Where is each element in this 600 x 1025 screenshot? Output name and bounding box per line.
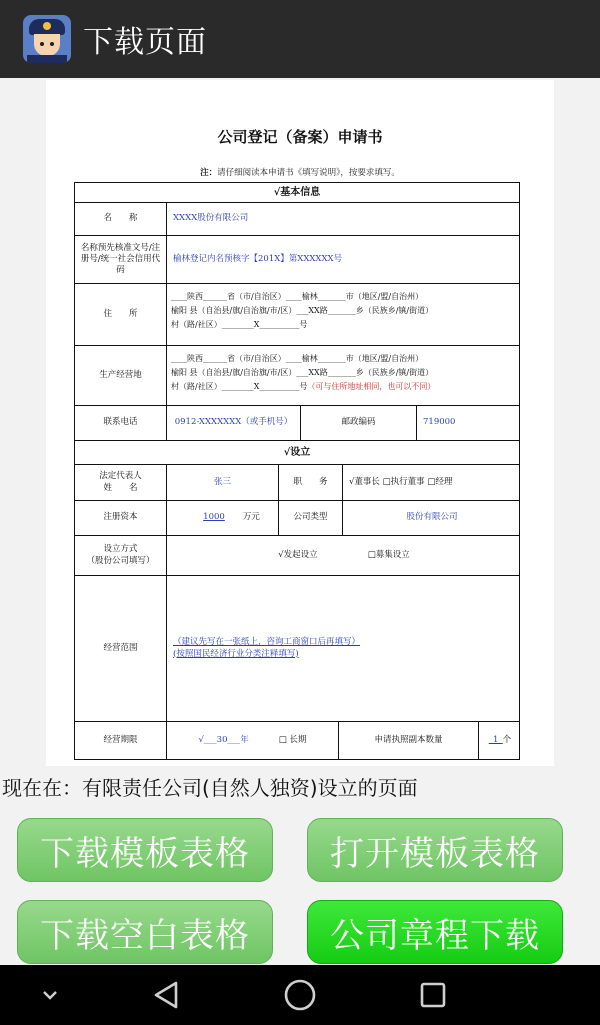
phone-label: 联系电话: [75, 406, 167, 440]
section-basic-row: [75, 183, 519, 203]
download-template-button[interactable]: 下载模板表格: [17, 818, 273, 882]
section-setup-header: √设立: [283, 447, 311, 458]
section-setup-row: [75, 441, 519, 465]
business-address-label: 生产经营地: [75, 346, 167, 405]
postal-value: 719000: [423, 417, 456, 428]
term-label: 经营期限: [75, 722, 167, 759]
capital-row: [75, 501, 519, 536]
copies-value: _1_: [488, 734, 503, 745]
home-circle-icon[interactable]: [280, 977, 320, 1013]
term-value-cell: [167, 722, 339, 759]
address-row: [75, 284, 519, 346]
term-long: □ 长期: [278, 734, 307, 745]
business-address-value: [167, 346, 521, 405]
name-row: [75, 203, 519, 236]
position-label: 职 务: [279, 465, 343, 500]
application-form: [74, 182, 520, 760]
recents-square-icon[interactable]: [413, 977, 453, 1013]
open-template-button[interactable]: 打开模板表格: [307, 818, 563, 882]
phone-value: 0912-XXXXXXX（或手机号）: [167, 406, 301, 440]
status-text: 现在在：有限责任公司(自然人独资)设立的页面: [2, 776, 418, 800]
capital-value: 1000: [203, 512, 225, 523]
app-bar: [0, 0, 600, 78]
company-type-label: 公司类型: [279, 501, 343, 535]
phone-row: [75, 406, 519, 441]
back-triangle-icon[interactable]: [146, 977, 186, 1013]
police-avatar-icon: [23, 15, 71, 63]
name-label: 名 称: [75, 203, 167, 235]
system-nav-bar: [0, 965, 600, 1025]
preapproval-value: 榆林登记内名预核字【201X】第XXXXXX号: [173, 253, 343, 264]
scope-value: [167, 576, 521, 721]
preapproval-label: 名称预先核准文号/注册号/统一社会信用代码: [75, 236, 167, 283]
document-note: 注：请仔细阅读本申请书《填写说明》，按要求填写。: [200, 168, 400, 178]
scope-value-2: (按照国民经济行业分类注释填写): [173, 648, 299, 659]
scope-value-1: （建议先写在一张纸上，咨询工商窗口后再填写）: [173, 637, 361, 648]
preapproval-row: [75, 236, 519, 284]
term-value: √___30___年: [198, 734, 249, 745]
download-blank-button[interactable]: 下载空白表格: [17, 900, 273, 964]
scope-row: [75, 576, 519, 722]
legal-rep-label: 法定代表人 姓 名: [75, 465, 167, 500]
address-line-1: ____陕西______省（市/自治区）____榆林_______市（地区/盟/自治州）: [171, 292, 424, 301]
document-title: 公司登记（备案）申请书: [217, 128, 383, 146]
business-address-row: [75, 346, 519, 406]
setup-method-value: √发起设立 □募集设立: [278, 549, 410, 560]
term-row: [75, 722, 519, 759]
business-address-line-3: 村（路/社区）________X__________号（可与住所地址相同，也可以不同）: [171, 382, 436, 391]
company-type-value: 股份有限公司: [406, 512, 458, 523]
name-value: XXXX股份有限公司: [173, 213, 249, 224]
setup-method-label: 设立方式 （股份公司填写）: [75, 536, 167, 575]
copies-unit: 个: [502, 734, 512, 745]
section-basic-header: √基本信息: [273, 187, 321, 198]
legal-rep-value: 张三: [167, 465, 279, 500]
address-value: [167, 284, 521, 345]
download-charter-button[interactable]: 公司章程下载: [307, 900, 563, 964]
setup-method-row: [75, 536, 519, 576]
business-address-line-2: 榆阳 县（自治县/旗/自治旗/市/区）___XX路_______乡（民族乡/镇/街道）: [171, 368, 434, 377]
business-address-line-1: ____陕西______省（市/自治区）____榆林_______市（地区/盟/自治州）: [171, 354, 424, 363]
address-line-3: 村（路/社区）________X__________号: [171, 320, 308, 329]
position-value: √董事长 □执行董事 □经理: [349, 476, 453, 487]
capital-label: 注册资本: [75, 501, 167, 535]
document-preview: [46, 80, 554, 766]
scope-label: 经营范围: [75, 576, 167, 721]
address-line-2: 榆阳 县（自治县/旗/自治旗/市/区）___XX路_______乡（民族乡/镇/街道）: [171, 306, 434, 315]
address-label: 住 所: [75, 284, 167, 345]
legal-rep-row: [75, 465, 519, 501]
page-title: 下载页面: [83, 25, 207, 60]
copies-value-cell: [479, 722, 521, 759]
copies-label: 申请执照副本数量: [339, 722, 479, 759]
capital-unit: 万元: [242, 512, 260, 523]
capital-value-cell: [167, 501, 279, 535]
postal-label: 邮政编码: [301, 406, 417, 440]
chevron-down-icon[interactable]: [30, 977, 70, 1013]
